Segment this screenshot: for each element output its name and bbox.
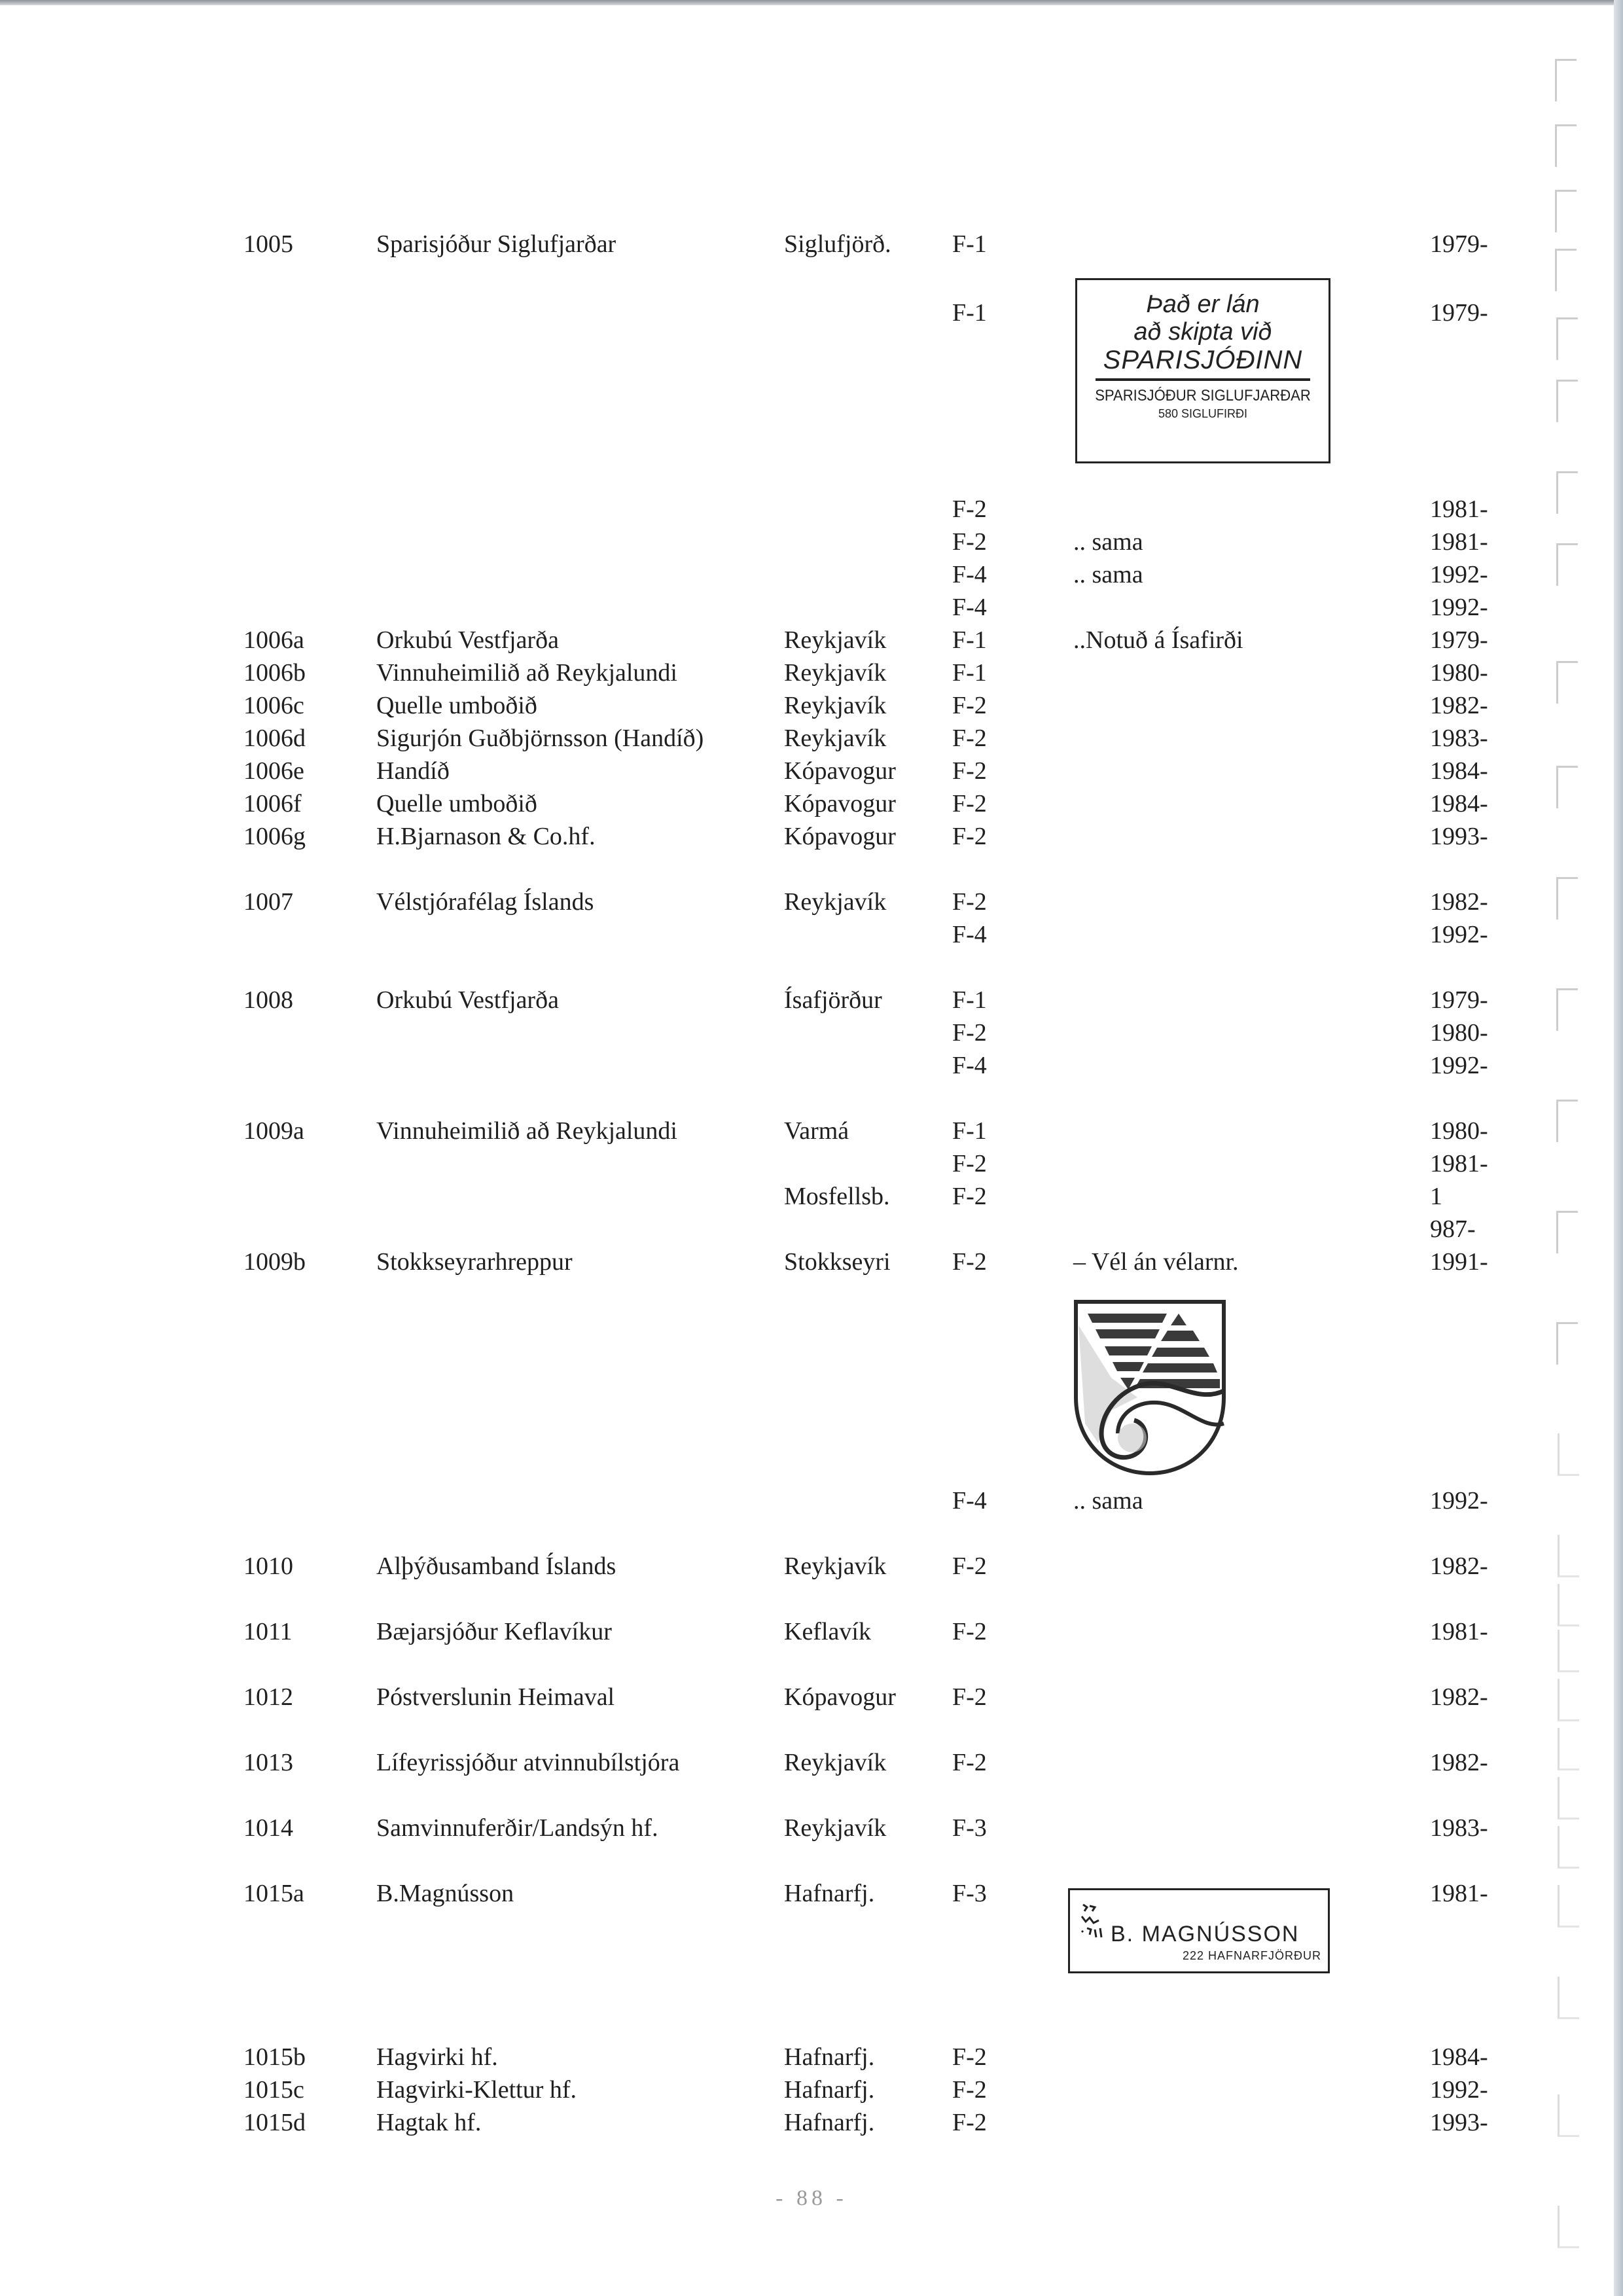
entry-place: Hafnarfj. bbox=[784, 1880, 875, 1907]
scan-top-edge bbox=[0, 0, 1623, 5]
entry-year: 1982- bbox=[1430, 1552, 1488, 1580]
entry-name: Hagvirki hf. bbox=[376, 2043, 498, 2071]
entry-code: F-2 bbox=[952, 495, 987, 523]
table-row bbox=[0, 1018, 1623, 1048]
entry-code: F-4 bbox=[952, 561, 987, 588]
entry-id: 1009a bbox=[243, 1117, 304, 1145]
entry-code: F-1 bbox=[952, 659, 987, 687]
entry-code: F-2 bbox=[952, 528, 987, 556]
entry-id: 1013 bbox=[243, 1749, 293, 1776]
entry-code: F-2 bbox=[952, 2043, 987, 2071]
table-row bbox=[0, 821, 1623, 852]
stamp-line: SPARISJÓÐINN bbox=[1103, 346, 1303, 374]
entry-year: 1979- bbox=[1430, 299, 1488, 327]
entry-id: 1015c bbox=[243, 2076, 304, 2104]
stamp-address: 222 HAFNARFJÖRÐUR bbox=[1182, 1949, 1321, 1962]
entry-place: Kópavogur bbox=[784, 757, 896, 785]
entry-place: Siglufjörð. bbox=[784, 230, 891, 258]
entry-name: Hagtak hf. bbox=[376, 2109, 482, 2136]
table-row bbox=[0, 1748, 1623, 1778]
entry-id: 1014 bbox=[243, 1814, 293, 1842]
entry-place: Hafnarfj. bbox=[784, 2076, 875, 2104]
table-row bbox=[0, 1214, 1623, 1244]
entry-name: Bæjarsjóður Keflavíkur bbox=[376, 1618, 612, 1645]
entry-code: F-2 bbox=[952, 1019, 987, 1047]
entry-id: 1006d bbox=[243, 725, 306, 752]
entry-year: 1992- bbox=[1430, 921, 1488, 948]
entry-id: 1005 bbox=[243, 230, 293, 258]
table-row bbox=[0, 1181, 1623, 1211]
stamp-divider bbox=[1096, 378, 1310, 381]
entry-year: 1980- bbox=[1430, 1019, 1488, 1047]
entry-year: 1981- bbox=[1430, 1150, 1488, 1177]
table-row bbox=[0, 1682, 1623, 1712]
entry-code: F-2 bbox=[952, 757, 987, 785]
entry-id: 1011 bbox=[243, 1618, 293, 1645]
entry-place: Hafnarfj. bbox=[784, 2109, 875, 2136]
entry-id: 1006c bbox=[243, 692, 304, 719]
entry-code: F-2 bbox=[952, 2076, 987, 2104]
entry-code: F-2 bbox=[952, 823, 987, 850]
entry-place: Reykjavík bbox=[784, 725, 887, 752]
entry-name: Lífeyrissjóður atvinnubílstjóra bbox=[376, 1749, 680, 1776]
table-row bbox=[0, 756, 1623, 786]
entry-code: F-2 bbox=[952, 1552, 987, 1580]
entry-place: Reykjavík bbox=[784, 626, 887, 654]
table-row bbox=[0, 625, 1623, 655]
entry-place: Reykjavík bbox=[784, 1749, 887, 1776]
entry-code: F-4 bbox=[952, 594, 987, 621]
entry-year: 1984- bbox=[1430, 2043, 1488, 2071]
entry-name: Quelle umboðið bbox=[376, 790, 537, 817]
entry-year: 1984- bbox=[1430, 757, 1488, 785]
stamp-line: Það er lán bbox=[1146, 291, 1260, 318]
entry-note: .. sama bbox=[1073, 528, 1143, 556]
entry-year: 1980- bbox=[1430, 1117, 1488, 1145]
table-row bbox=[0, 985, 1623, 1015]
entry-year: 1981- bbox=[1430, 1880, 1488, 1907]
table-row bbox=[0, 789, 1623, 819]
table-row bbox=[0, 1149, 1623, 1179]
entry-year: 1981- bbox=[1430, 528, 1488, 556]
entry-year: 1981- bbox=[1430, 495, 1488, 523]
entry-id: 1007 bbox=[243, 888, 293, 916]
stamp-line: SPARISJÓÐUR SIGLUFJARÐAR bbox=[1095, 387, 1311, 404]
entry-name: Póstverslunin Heimaval bbox=[376, 1683, 615, 1711]
table-row bbox=[0, 723, 1623, 753]
table-row bbox=[0, 920, 1623, 950]
entry-code: F-2 bbox=[952, 1248, 987, 1276]
entry-code: F-1 bbox=[952, 626, 987, 654]
entry-note: .. sama bbox=[1073, 1487, 1143, 1515]
entry-year: 1992- bbox=[1430, 2076, 1488, 2104]
entry-code: F-1 bbox=[952, 230, 987, 258]
tab-mark-decoration bbox=[1555, 59, 1577, 101]
entry-code: F-2 bbox=[952, 2109, 987, 2136]
table-row bbox=[0, 1617, 1623, 1647]
entry-year: 1982- bbox=[1430, 888, 1488, 916]
table-row bbox=[0, 1116, 1623, 1146]
entry-code: F-2 bbox=[952, 1749, 987, 1776]
entry-year: 1984- bbox=[1430, 790, 1488, 817]
entry-year: 1992- bbox=[1430, 594, 1488, 621]
entry-name: Orkubú Vestfjarða bbox=[376, 626, 559, 654]
table-row bbox=[0, 560, 1623, 590]
entry-year: 1981- bbox=[1430, 1618, 1488, 1645]
table-row bbox=[0, 592, 1623, 622]
entry-year: 1979- bbox=[1430, 986, 1488, 1014]
entry-place: Reykjavík bbox=[784, 692, 887, 719]
entry-id: 1010 bbox=[243, 1552, 293, 1580]
entry-year: 1979- bbox=[1430, 626, 1488, 654]
entry-year: 1980- bbox=[1430, 659, 1488, 687]
entry-id: 1009b bbox=[243, 1248, 306, 1276]
entry-year: 1979- bbox=[1430, 230, 1488, 258]
entry-code: F-2 bbox=[952, 692, 987, 719]
entry-id: 1006a bbox=[243, 626, 304, 654]
entry-place: Kópavogur bbox=[784, 823, 896, 850]
entry-code: F-2 bbox=[952, 1150, 987, 1177]
entry-place: Kópavogur bbox=[784, 790, 896, 817]
entry-id: 1006f bbox=[243, 790, 302, 817]
entry-id: 1015b bbox=[243, 2043, 306, 2071]
table-row bbox=[0, 1878, 1623, 1909]
entry-place: Reykjavík bbox=[784, 888, 887, 916]
stamp-line: 580 SIGLUFIRÐI bbox=[1158, 407, 1248, 420]
entry-code: F-2 bbox=[952, 1683, 987, 1711]
entry-place: Varmá bbox=[784, 1117, 849, 1145]
entry-year: 1992- bbox=[1430, 1487, 1488, 1515]
table-row bbox=[0, 1247, 1623, 1277]
page-number: - 88 - bbox=[776, 2186, 847, 2210]
table-row bbox=[0, 1813, 1623, 1843]
table-row bbox=[0, 887, 1623, 917]
table-row bbox=[0, 2075, 1623, 2105]
entry-name: H.Bjarnason & Co.hf. bbox=[376, 823, 596, 850]
entry-year: 1993- bbox=[1430, 2109, 1488, 2136]
entry-id: 1006e bbox=[243, 757, 304, 785]
entry-year: 1982- bbox=[1430, 1749, 1488, 1776]
entry-year: 1991- bbox=[1430, 1248, 1488, 1276]
entry-year: 1982- bbox=[1430, 1683, 1488, 1711]
scan-right-edge bbox=[1614, 0, 1623, 2296]
table-row bbox=[0, 1050, 1623, 1081]
entry-place: Hafnarfj. bbox=[784, 2043, 875, 2071]
entry-place: Ísafjörður bbox=[784, 986, 882, 1014]
tab-mark-decoration bbox=[1556, 380, 1578, 422]
entry-code: F-2 bbox=[952, 725, 987, 752]
entry-place: Reykjavík bbox=[784, 1552, 887, 1580]
table-row bbox=[0, 1551, 1623, 1581]
table-row bbox=[0, 494, 1623, 524]
entry-name: Orkubú Vestfjarða bbox=[376, 986, 559, 1014]
entry-name: Sigurjón Guðbjörnsson (Handíð) bbox=[376, 725, 704, 752]
entry-place: Stokkseyri bbox=[784, 1248, 891, 1276]
entry-code: F-4 bbox=[952, 1487, 987, 1515]
table-row bbox=[0, 658, 1623, 688]
entry-name: Vinnuheimilið að Reykjalundi bbox=[376, 659, 677, 687]
entry-code: F-1 bbox=[952, 299, 987, 327]
table-row bbox=[0, 527, 1623, 557]
table-row bbox=[0, 2042, 1623, 2072]
entry-code: F-2 bbox=[952, 1618, 987, 1645]
entry-place: Reykjavík bbox=[784, 659, 887, 687]
entry-place: Kópavogur bbox=[784, 1683, 896, 1711]
entry-note: .. sama bbox=[1073, 561, 1143, 588]
entry-code: F-2 bbox=[952, 790, 987, 817]
entry-year: 1983- bbox=[1430, 1814, 1488, 1842]
entry-code: F-2 bbox=[952, 1183, 987, 1210]
tab-mark-decoration bbox=[1558, 2206, 1579, 2248]
entry-name: Alþýðusamband Íslands bbox=[376, 1552, 616, 1580]
entry-name: Vinnuheimilið að Reykjalundi bbox=[376, 1117, 677, 1145]
entry-note: ..Notuð á Ísafirði bbox=[1073, 626, 1243, 654]
entry-code: F-4 bbox=[952, 1052, 987, 1079]
entry-name: Handíð bbox=[376, 757, 450, 785]
entry-code: F-4 bbox=[952, 921, 987, 948]
sparisjodur-stamp bbox=[1075, 278, 1330, 463]
tab-mark-decoration bbox=[1558, 1977, 1579, 2019]
entry-code: F-3 bbox=[952, 1880, 987, 1907]
entry-code: F-2 bbox=[952, 888, 987, 916]
entry-code: F-1 bbox=[952, 986, 987, 1014]
entry-name: Vélstjórafélag Íslands bbox=[376, 888, 594, 916]
entry-name: Quelle umboðið bbox=[376, 692, 537, 719]
entry-year: 1993- bbox=[1430, 823, 1488, 850]
entry-name: B.Magnússon bbox=[376, 1880, 514, 1907]
entry-year: 1983- bbox=[1430, 725, 1488, 752]
table-row bbox=[0, 229, 1623, 259]
entry-place: Keflavík bbox=[784, 1618, 871, 1645]
tab-mark-decoration bbox=[1556, 1322, 1578, 1365]
tab-mark-decoration bbox=[1555, 124, 1577, 167]
entry-year: 1992- bbox=[1430, 561, 1488, 588]
entry-id: 1015a bbox=[243, 1880, 304, 1907]
entry-year: 1992- bbox=[1430, 1052, 1488, 1079]
entry-year: 1 bbox=[1430, 1183, 1442, 1210]
magnusson-stamp bbox=[1068, 1888, 1330, 1973]
entry-note: – Vél án vélarnr. bbox=[1073, 1248, 1239, 1276]
stamp-logo-icon bbox=[1078, 1901, 1104, 1946]
entry-id: 1006b bbox=[243, 659, 306, 687]
stamp-line: að skipta við bbox=[1133, 318, 1272, 346]
entry-year: 987- bbox=[1430, 1215, 1476, 1243]
entry-name: Stokkseyrarhreppur bbox=[376, 1248, 573, 1276]
entry-place: Reykjavík bbox=[784, 1814, 887, 1842]
entry-code: F-1 bbox=[952, 1117, 987, 1145]
table-row bbox=[0, 2108, 1623, 2138]
entry-name: Sparisjóður Siglufjarðar bbox=[376, 230, 616, 258]
stamp-company-name: B. MAGNÚSSON bbox=[1111, 1922, 1300, 1946]
table-row bbox=[0, 1486, 1623, 1516]
entry-year: 1982- bbox=[1430, 692, 1488, 719]
coat-of-arms-icon bbox=[1072, 1299, 1228, 1477]
entry-place: Mosfellsb. bbox=[784, 1183, 890, 1210]
entry-id: 1006g bbox=[243, 823, 306, 850]
entry-id: 1015d bbox=[243, 2109, 306, 2136]
entry-code: F-3 bbox=[952, 1814, 987, 1842]
entry-id: 1012 bbox=[243, 1683, 293, 1711]
entry-id: 1008 bbox=[243, 986, 293, 1014]
tab-mark-decoration bbox=[1555, 190, 1577, 232]
table-row bbox=[0, 298, 1623, 328]
tab-mark-decoration bbox=[1558, 1433, 1579, 1476]
table-row bbox=[0, 691, 1623, 721]
entry-name: Samvinnuferðir/Landsýn hf. bbox=[376, 1814, 658, 1842]
entry-name: Hagvirki-Klettur hf. bbox=[376, 2076, 577, 2104]
